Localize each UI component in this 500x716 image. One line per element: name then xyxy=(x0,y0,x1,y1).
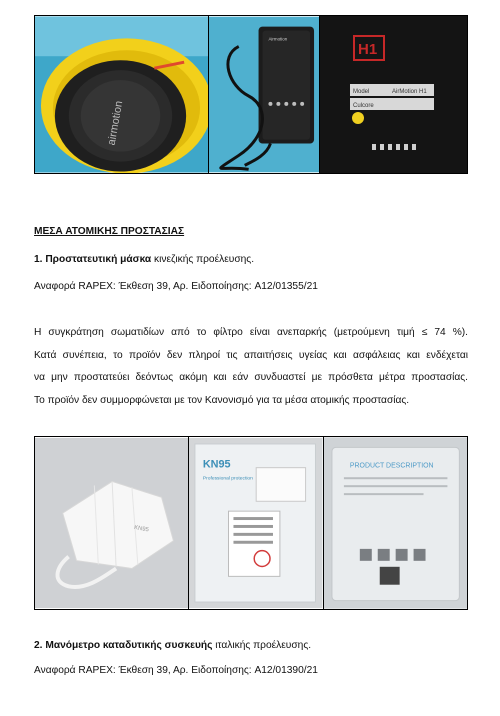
hoverboard-wheel-photo xyxy=(35,16,209,173)
packaged-mask-photo xyxy=(189,437,323,609)
item2-rapex-reference: Αναφορά RAPEX: Έκθεση 39, Αρ. Ειδοποίησης: A12/01390/21 xyxy=(34,665,318,676)
svg-text:Model: Model xyxy=(353,89,370,95)
svg-text:KN95: KN95 xyxy=(203,458,231,471)
power-adapter-photo xyxy=(209,16,320,173)
item2-origin: ιταλικής προέλευσης. xyxy=(212,640,312,651)
svg-text:Culcore: Culcore xyxy=(353,103,374,109)
item1-title-line xyxy=(34,252,254,267)
product-photos-table-bottom xyxy=(34,436,468,610)
description-line: Η συγκράτηση σωματιδίων από το φίλτρο είναι ανεπαρκής (μετρούμενη τιμή ≤ 74 %). xyxy=(34,327,468,338)
mask-bag-photo xyxy=(324,437,467,609)
item2-title: 2. Μανόμετρο καταδυτικής συσκευής xyxy=(34,640,213,651)
item1-title: 1. Προστατευτική μάσκα xyxy=(34,254,152,265)
item1-origin: κινεζικής προέλευσης. xyxy=(151,254,255,265)
description-line: Κατά συνέπεια, το προϊόν δεν πληροί τις απαιτήσεις υγείας και ασφάλειας και ενδέχεται xyxy=(34,349,468,361)
product-photos-table-top xyxy=(34,15,468,174)
description-line: Το προϊόν δεν συμμορφώνεται με τον Κανονισμό για τα μέσα ατομικής προστασίας. xyxy=(34,394,410,406)
svg-text:KN95: KN95 xyxy=(133,524,150,534)
section-heading: ΜΕΣΑ ΑΤΟΜΙΚΗΣ ΠΡΟΣΤΑΣΙΑΣ xyxy=(34,226,185,237)
svg-text:Professional protection: Professional protection xyxy=(203,476,254,482)
svg-text:AirMotion H1: AirMotion H1 xyxy=(392,89,427,95)
svg-text:Airmotion: Airmotion xyxy=(268,36,288,42)
item2-title-line xyxy=(34,638,311,653)
svg-text:airmotion: airmotion xyxy=(105,99,126,147)
white-mask-photo xyxy=(35,437,189,609)
item1-description xyxy=(34,322,468,412)
item1-rapex-reference: Αναφορά RAPEX: Έκθεση 39, Αρ. Ειδοποίησης: A12/01355/21 xyxy=(34,281,318,292)
description-line: να μην προστατεύει δεόντως ακόμη και εάν συνδυαστεί με πρόσθετα μέτρα προστασίας. xyxy=(34,372,468,383)
product-box-photo xyxy=(320,16,467,173)
svg-text:H1: H1 xyxy=(358,41,378,58)
svg-text:PRODUCT DESCRIPTION: PRODUCT DESCRIPTION xyxy=(349,462,434,470)
